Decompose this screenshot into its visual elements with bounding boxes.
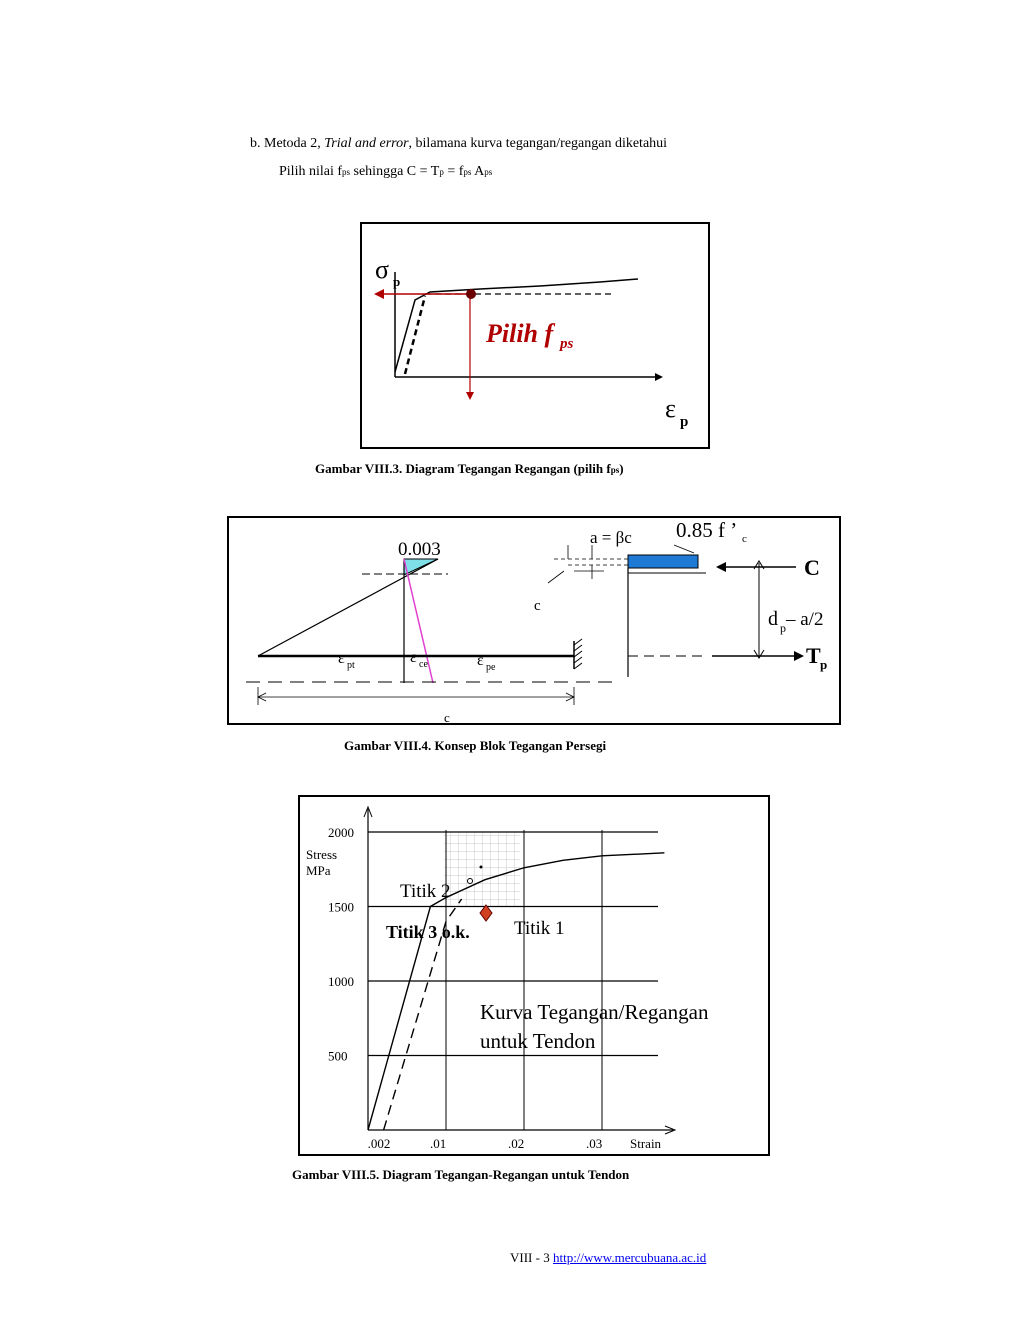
intro-prefix: b. Metoda 2, <box>250 136 325 151</box>
page-footer <box>510 1250 706 1266</box>
formula-a: Pilih nilai f <box>279 164 342 179</box>
fig1-sigma-sub: p <box>393 274 401 289</box>
fig3-titik2-marker <box>468 879 473 884</box>
formula-line <box>279 164 492 180</box>
fig2-lever-sub: p <box>780 621 786 635</box>
fig3-xtick-label: .03 <box>586 1136 603 1151</box>
fig3-ytick-label: 2000 <box>328 825 354 840</box>
intro-line <box>250 136 667 152</box>
fig1-point <box>466 289 476 299</box>
fig2-fc-sub: c <box>742 533 747 545</box>
fig2-lever-rest: – a/2 <box>786 609 824 630</box>
fig2-eps-pt: ε <box>338 650 345 667</box>
fig2-eps-ce: ε <box>410 649 417 666</box>
fig2-Tp-label: T <box>806 643 821 668</box>
fig2-c-label: c <box>534 598 541 614</box>
fig3-xtick-label: .002 <box>367 1136 391 1151</box>
formula-sub1: ps <box>342 167 351 177</box>
fig2-strain-top: 0.003 <box>398 539 441 560</box>
fig3-hatch-area <box>444 833 520 907</box>
fig3-titik3: Titik 3 o.k. <box>386 922 470 942</box>
fig3-caption: Gambar VIII.5. Diagram Tegangan-Regangan untuk Tendon <box>292 1167 630 1182</box>
fig2-eps-pe: ε <box>477 652 484 669</box>
fig3-point-dot <box>480 866 483 869</box>
stress-strain-figure <box>360 222 712 450</box>
fig2-Tp-sub: p <box>820 657 828 672</box>
fig3-ylabel-1: Stress <box>306 847 338 862</box>
fig1-caption-end: ) <box>619 461 624 476</box>
fig2-C-label: C <box>804 555 820 580</box>
fig2-caption: Gambar VIII.4. Konsep Blok Tegangan Persegi <box>344 738 607 753</box>
formula-d: A <box>471 164 485 179</box>
formula-c: = f <box>443 164 464 179</box>
fig2-a-label: a = βc <box>590 528 632 547</box>
fig3-ytick-label: 500 <box>328 1048 348 1064</box>
fig3-xtick-label: .02 <box>508 1136 525 1151</box>
fig3-kurva2: untuk Tendon <box>480 1029 596 1053</box>
fig2-stress-block <box>628 555 698 568</box>
fig1-epsilon-sub: p <box>680 414 689 430</box>
fig3-xlabel: Strain <box>630 1136 662 1151</box>
formula-sub4: ps <box>484 167 493 177</box>
fig3-ytick-label: 1500 <box>328 899 354 915</box>
page-number: VIII - 3 <box>510 1250 553 1265</box>
footer-link[interactable]: http://www.mercubuana.ac.id <box>552 1250 707 1265</box>
fig1-sigma: σ <box>375 255 390 284</box>
fig2-lever-d: d <box>768 608 778 630</box>
fig3-kurva1: Kurva Tegangan/Regangan <box>480 1000 709 1024</box>
formula-b: sehingga C = T <box>350 164 440 179</box>
fig1-caption <box>315 461 624 477</box>
intro-suffix: , bilamana kurva tegangan/regangan diketahui <box>408 136 668 151</box>
fig3-xtick-label: .01 <box>430 1136 447 1151</box>
fig1-label-sub: ps <box>560 336 574 352</box>
fig1-caption-sub: ps <box>610 465 620 475</box>
intro-italic: Trial and error <box>324 136 409 151</box>
fig2-eps-ce-sub: ce <box>419 659 428 670</box>
fig1-caption-text: Gambar VIII.3. Diagram Tegangan Regangan (pilih f <box>315 461 611 476</box>
formula-sub2: p <box>439 167 444 177</box>
fig2-bottom-c: c <box>444 710 450 725</box>
fig2-frame <box>228 517 840 724</box>
fig3-ytick-label: 1000 <box>328 974 354 989</box>
fig1-label: Pilih f <box>486 319 554 348</box>
fig2-eps-pt-sub: pt <box>347 660 355 671</box>
formula-sub3: ps <box>463 167 472 177</box>
fig3-titik1: Titik 1 <box>514 918 565 939</box>
fig2-fc-label: 0.85 f ’ <box>676 518 738 542</box>
fig3-frame <box>299 796 769 1155</box>
tendon-chart <box>298 795 770 1157</box>
fig2-eps-pe-sub: pe <box>486 662 496 673</box>
fig1-epsilon: ε <box>665 394 676 423</box>
stress-block-figure <box>226 515 842 727</box>
fig3-ylabel-2: MPa <box>306 863 331 878</box>
fig3-titik2: Titik 2 <box>400 881 451 902</box>
